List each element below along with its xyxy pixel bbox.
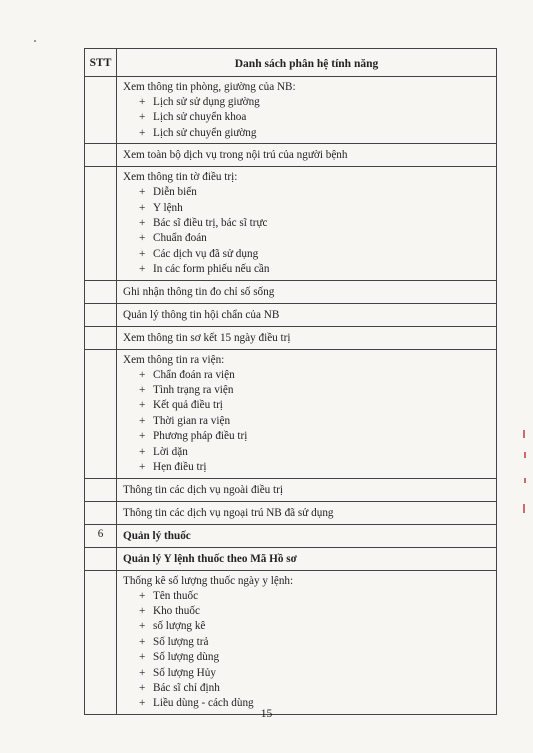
plus-bullet-icon: +	[139, 232, 146, 245]
stt-cell	[85, 478, 117, 501]
feature-title: Xem thông tin sơ kết 15 ngày điều trị	[123, 331, 291, 344]
list-item	[139, 666, 490, 681]
list-item-text: Diễn biến	[153, 186, 197, 199]
list-item-text: Chuẩn đoán	[153, 232, 207, 245]
table-row	[85, 547, 497, 570]
list-item-text: Chẩn đoán ra viện	[153, 368, 235, 381]
list-item	[139, 445, 490, 460]
list-item-text: Lịch sử chuyển giường	[153, 126, 257, 139]
list-item-text: Y lệnh	[153, 201, 183, 214]
table-row	[85, 167, 497, 280]
list-item-text: Lịch sử sử dụng giường	[153, 96, 260, 108]
table-row	[85, 303, 497, 326]
list-item-text: Lịch sử chuyển khoa	[153, 111, 247, 124]
feature-title: Xem thông tin phòng, giường của NB:	[123, 81, 296, 93]
feature-title: Thông tin các dịch vụ ngoài điều trị	[123, 483, 284, 496]
list-item	[139, 681, 490, 696]
plus-bullet-icon: +	[139, 111, 146, 124]
list-item-text: In các form phiếu nếu cần	[153, 263, 270, 276]
list-item	[139, 429, 490, 444]
stt-cell	[85, 167, 117, 280]
table-row	[85, 501, 497, 524]
table-row	[85, 349, 497, 478]
list-item-text: số lượng kê	[153, 620, 206, 633]
feature-table	[84, 48, 497, 715]
plus-bullet-icon: +	[139, 368, 146, 381]
stt-cell	[85, 303, 117, 326]
plus-bullet-icon: +	[139, 620, 146, 633]
list-item-text: Số lượng trả	[153, 635, 209, 648]
plus-bullet-icon: +	[139, 430, 146, 443]
table-row	[85, 570, 497, 714]
list-item	[139, 589, 490, 604]
stt-cell	[85, 547, 117, 570]
plus-bullet-icon: +	[139, 96, 146, 108]
list-item-text: Thời gian ra viện	[153, 414, 231, 427]
plus-bullet-icon: +	[139, 461, 146, 474]
feature-cell	[117, 478, 497, 501]
plus-bullet-icon: +	[139, 126, 146, 139]
list-item-text: Bác sĩ điều trị, bác sĩ trực	[153, 217, 268, 230]
list-item-text: Kho thuốc	[153, 604, 200, 617]
feature-cell	[117, 547, 497, 570]
list-item	[139, 231, 490, 246]
plus-bullet-icon: +	[139, 186, 146, 199]
table-header-row	[85, 49, 497, 77]
stt-cell: 6	[85, 524, 117, 547]
plus-bullet-icon: +	[139, 414, 146, 427]
plus-bullet-icon: +	[139, 201, 146, 214]
feature-title: Thông tin các dịch vụ ngoại trú NB đã sử dụng	[123, 506, 334, 519]
table-row	[85, 524, 497, 547]
list-item	[139, 201, 490, 216]
list-item	[139, 650, 490, 665]
stt-cell	[85, 326, 117, 349]
feature-sublist	[123, 589, 490, 712]
plus-bullet-icon: +	[139, 247, 146, 260]
plus-bullet-icon: +	[139, 217, 146, 230]
feature-title: Xem thông tin tờ điều trị:	[123, 171, 238, 184]
feature-cell	[117, 570, 497, 714]
list-item-text: Liều dùng - cách dùng	[153, 697, 254, 710]
plus-bullet-icon: +	[139, 681, 146, 694]
plus-bullet-icon: +	[139, 589, 146, 602]
list-item-text: Số lượng Hủy	[153, 666, 216, 679]
feature-title: Xem toàn bộ dịch vụ trong nội trú của người bệnh	[123, 149, 348, 162]
plus-bullet-icon: +	[139, 263, 146, 276]
list-item	[139, 604, 490, 619]
stt-cell	[85, 77, 117, 144]
table-row	[85, 144, 497, 167]
list-item	[139, 126, 490, 141]
list-item-text: Bác sĩ chỉ định	[153, 681, 220, 694]
list-item	[139, 262, 490, 277]
feature-cell	[117, 167, 497, 280]
table-row	[85, 326, 497, 349]
list-item	[139, 95, 490, 110]
plus-bullet-icon: +	[139, 666, 146, 679]
list-item-text: Các dịch vụ đã sử dụng	[153, 247, 259, 260]
stt-cell	[85, 280, 117, 303]
feature-title: Xem thông tin ra viện:	[123, 353, 225, 366]
plus-bullet-icon: +	[139, 445, 146, 458]
stt-cell	[85, 570, 117, 714]
table-row	[85, 280, 497, 303]
feature-cell	[117, 303, 497, 326]
plus-bullet-icon: +	[139, 384, 146, 397]
feature-cell	[117, 280, 497, 303]
feature-sublist	[123, 368, 490, 476]
stt-cell	[85, 501, 117, 524]
feature-title: Ghi nhận thông tin đo chỉ số sống	[123, 285, 275, 298]
list-item	[139, 383, 490, 398]
list-item	[139, 460, 490, 475]
feature-sublist	[123, 95, 490, 141]
feature-title: Quản lý thông tin hội chẩn của NB	[123, 308, 280, 321]
list-item-text: Tên thuốc	[153, 589, 199, 602]
list-item-text: Tình trạng ra viện	[153, 384, 234, 397]
table-row	[85, 77, 497, 144]
feature-list-header: Danh sách phân hệ tính năng	[117, 49, 497, 77]
list-item-text: Hẹn điều trị	[153, 461, 207, 474]
list-item	[139, 185, 490, 200]
list-item-text: Kết quả điều trị	[153, 399, 223, 412]
stt-header: STT	[85, 49, 117, 77]
feature-title: Quản lý thuốc	[123, 529, 191, 542]
list-item-text: Số lượng dùng	[153, 651, 220, 664]
list-item	[139, 619, 490, 634]
list-item	[139, 398, 490, 413]
page-number: 15	[260, 708, 273, 720]
plus-bullet-icon: +	[139, 697, 146, 710]
plus-bullet-icon: +	[139, 635, 146, 648]
list-item	[139, 247, 490, 262]
plus-bullet-icon: +	[139, 651, 146, 664]
list-item	[139, 110, 490, 125]
plus-bullet-icon: +	[139, 399, 146, 412]
list-item	[139, 414, 490, 429]
plus-bullet-icon: +	[139, 604, 146, 617]
table-row	[85, 478, 497, 501]
feature-cell	[117, 349, 497, 478]
red-stamp-edge-marks	[520, 430, 530, 520]
list-item-text: Phương pháp điều trị	[153, 430, 248, 443]
feature-title: Thống kê số lượng thuốc ngày y lệnh:	[123, 574, 294, 587]
list-item	[139, 216, 490, 231]
list-item	[139, 368, 490, 383]
feature-sublist	[123, 185, 490, 277]
feature-cell	[117, 326, 497, 349]
feature-cell	[117, 77, 497, 144]
list-item-text: Lời dặn	[153, 445, 188, 458]
stt-cell	[85, 349, 117, 478]
list-item	[139, 635, 490, 650]
stt-cell	[85, 144, 117, 167]
feature-cell	[117, 524, 497, 547]
scan-speck	[34, 40, 36, 42]
feature-cell	[117, 501, 497, 524]
feature-title: Quản lý Y lệnh thuốc theo Mã Hồ sơ	[123, 552, 297, 565]
feature-cell	[117, 144, 497, 167]
